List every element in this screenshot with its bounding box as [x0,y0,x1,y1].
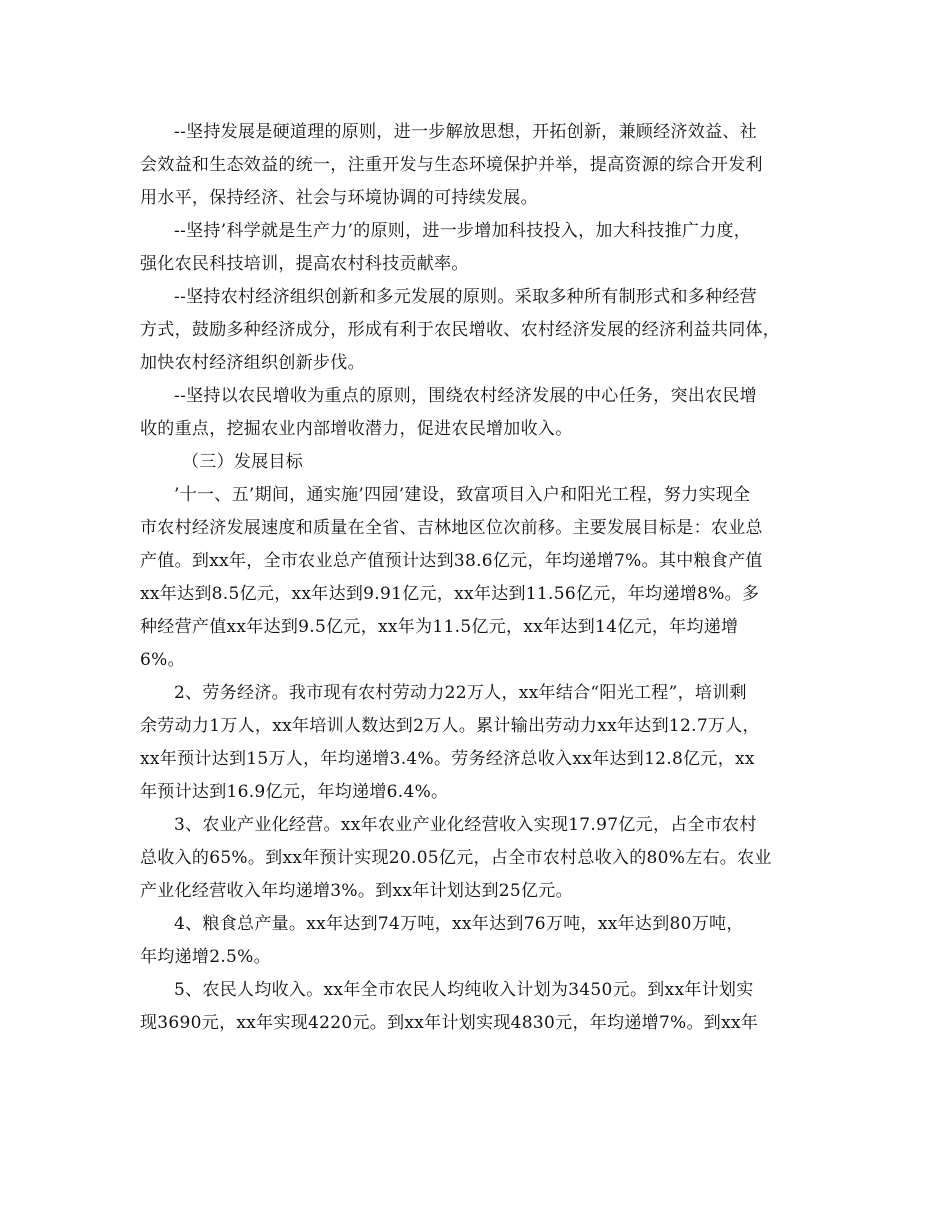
text-line: 方式，鼓励多种经济成分，形成有利于农民增收、农村经济发展的经济利益共同体， [140,320,781,340]
text-line: 产值。到xx年，全市农业总产值预计达到38.6亿元，年均递增7%。其中粮食产值 [140,551,763,571]
text-line: --坚持发展是硬道理的原则，进一步解放思想，开拓创新，兼顾经济效益、社 [174,122,757,142]
text-line: 2、劳务经济。我市现有农村劳动力22万人，xx年结合“阳光工程”，培训剩 [174,683,747,703]
text-line: 现3690元，xx年实现4220元。到xx年计划实现4830元，年均递增7%。到xx年 [140,1013,759,1033]
document-body [140,116,820,1040]
text-line: 余劳动力1万人，xx年培训人数达到2万人。累计输出劳动力xx年达到12.7万人， [140,716,760,736]
text-line: 6%。 [140,650,185,670]
text-line: 5、农民人均收入。xx年全市农民人均纯收入计划为3450元。到xx年计划实 [174,980,754,1000]
text-line: 会效益和生态效益的统一，注重开发与生态环境保护并举，提高资源的综合开发利 [140,155,763,175]
text-line: 市农村经济发展速度和质量在全省、吉林地区位次前移。主要发展目标是：农业总 [140,518,763,538]
text-line: 用水平，保持经济、社会与环境协调的可持续发展。 [140,188,538,208]
text-line: --坚持以农民增收为重点的原则，围绕农村经济发展的中心任务，突出农民增 [174,386,757,406]
text-line: 加快农村经济组织创新步伐。 [140,353,365,373]
text-line: 4、粮食总产量。xx年达到74万吨，xx年达到76万吨，xx年达到80万吨， [174,914,744,934]
text-line: xx年达到8.5亿元，xx年达到9.91亿元，xx年达到11.56亿元，年均递增8%。多 [140,584,760,604]
text-line: 产业化经营收入年均递增3%。到xx年计划达到25亿元。 [140,881,573,901]
section-heading: （三）发展目标 [182,452,304,472]
text-line: --坚持’科学就是生产力’的原则，进一步增加科技投入，加大科技推广力度， [174,221,752,241]
text-line: 3、农业产业化经营。xx年农业产业化经营收入实现17.97亿元，占全市农村 [174,815,757,835]
text-line: 年预计达到16.9亿元，年均递增6.4%。 [140,782,449,802]
text-line: 种经营产值xx年达到9.5亿元，xx年为11.5亿元，xx年达到14亿元，年均递增 [140,617,739,637]
text-line: ’十一、五’期间，通实施’四园’建设，致富项目入户和阳光工程，努力实现全 [174,485,751,505]
text-line: xx年预计达到15万人，年均递增3.4%。劳务经济总收入xx年达到12.8亿元，xx [140,749,755,769]
text-line: 收的重点，挖掘农业内部增收潜力，促进农民增加收入。 [140,419,573,439]
text-line: 总收入的65%。到xx年预计实现20.05亿元，占全市农村总收入的80%左右。农业 [140,848,772,868]
text-line: 年均递增2.5%。 [140,947,271,967]
text-line: 强化农民科技培训，提高农村科技贡献率。 [140,254,469,274]
text-line: --坚持农村经济组织创新和多元发展的原则。采取多种所有制形式和多种经营 [174,287,757,307]
